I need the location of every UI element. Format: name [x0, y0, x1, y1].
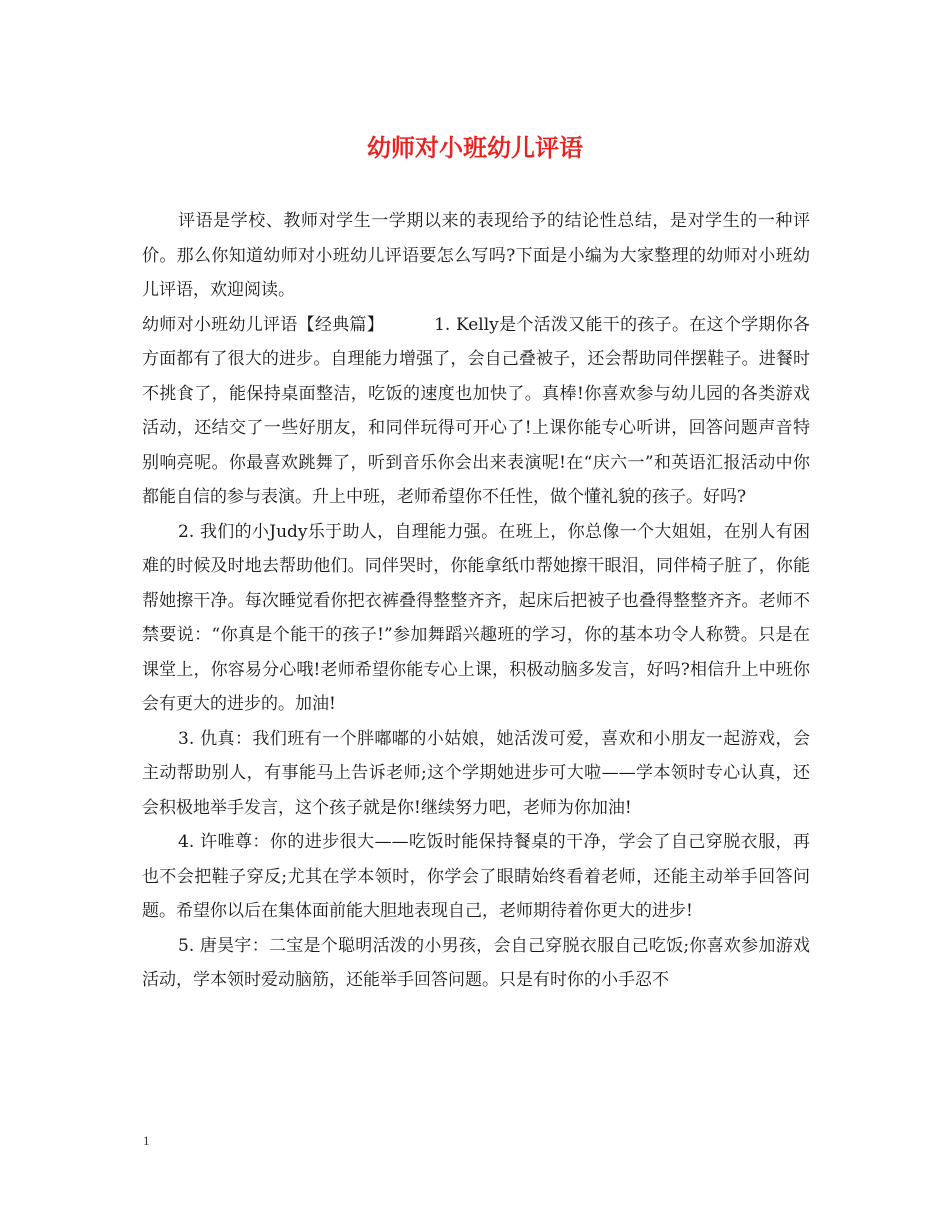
comment-5: 5. 唐昊宇：二宝是个聪明活泼的小男孩，会自己穿脱衣服自己吃饭;你喜欢参加游戏活动，学本领时爱动脑筋，还能举手回答问题。只是有时你的小手忍不: [142, 935, 810, 990]
comment-4: 4. 许唯尊：你的进步很大——吃饭时能保持餐桌的干净，学会了自己穿脱衣服，再也不会把鞋子穿反;尤其在学本领时，你学会了眼睛始终看着老师，还能主动举手回答问题。希望你以后在集体面前能大胆地表现自己，老师期待着你更大的进步!: [142, 832, 810, 921]
document-body: [142, 204, 810, 998]
section-paragraph-1: [142, 308, 810, 515]
comment-2: 2. 我们的小Judy乐于助人，自理能力强。在班上，你总像一个大姐姐，在别人有困难的时候及时地去帮助他们。同伴哭时，你能拿纸巾帮她擦干眼泪，同伴椅子脏了，你能帮她擦干净。每次睡觉看你把衣裤叠得整整齐齐，起床后把被子也叠得整整齐齐。老师不禁要说：“你真是个能干的孩子!”参加舞蹈兴趣班的学习，你的基本功令人称赞。只是在课堂上，你容易分心哦!老师希望你能专心上课，积极动脑多发言，好吗?相信升上中班你会有更大的进步的。加油!: [142, 521, 810, 714]
intro-paragraph: 评语是学校、教师对学生一学期以来的表现给予的结论性总结，是对学生的一种评价。那么你知道幼师对小班幼儿评语要怎么写吗?下面是小编为大家整理的幼师对小班幼儿评语，欢迎阅读。: [142, 211, 810, 300]
comment-1: 1. Kelly是个活泼又能干的孩子。在这个学期你各方面都有了很大的进步。自理能力增强了，会自己叠被子，还会帮助同伴摆鞋子。进餐时不挑食了，能保持桌面整洁，吃饭的速度也加快了。真棒!你喜欢参与幼儿园的各类游戏活动，还结交了一些好朋友，和同伴玩得可开心了!上课你能专心听讲，回答问题声音特别响亮呢。你最喜欢跳舞了，听到音乐你会出来表演呢!在“庆六一”和英语汇报活动中你都能自信的参与表演。升上中班，老师希望你不任性，做个懂礼貌的孩子。好吗?: [142, 314, 811, 507]
comment-3: 3. 仇真：我们班有一个胖嘟嘟的小姑娘，她活泼可爱，喜欢和小朋友一起游戏，会主动帮助别人，有事能马上告诉老师;这个学期她进步可大啦——学本领时专心认真，还会积极地举手发言，这个孩子就是你!继续努力吧，老师为你加油!: [142, 728, 810, 818]
section-heading: 幼师对小班幼儿评语【经典篇】: [142, 314, 385, 335]
document-title: 幼师对小班幼儿评语: [367, 133, 583, 162]
page-number: 1: [143, 1133, 150, 1148]
